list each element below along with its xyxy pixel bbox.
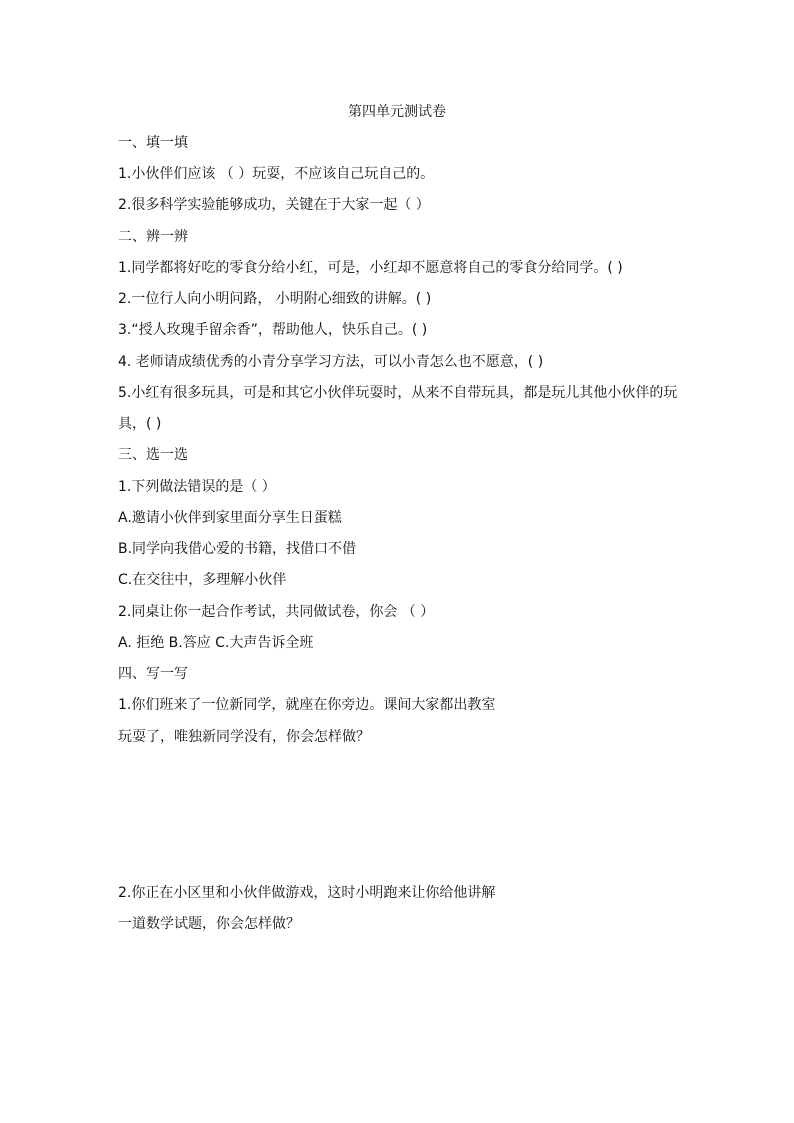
question-text: 1.下列做法错误的是（ ） xyxy=(118,479,276,495)
option-text: C.在交往中，多理解小伙伴 xyxy=(118,572,287,588)
question-text: 玩耍了，唯独新同学没有，你会怎样做？ xyxy=(118,729,370,745)
question-text: 4. 老师请成绩优秀的小青分享学习方法，可以小青怎么也不愿意，( ) xyxy=(118,354,544,370)
option-text: A.邀请小伙伴到家里面分享生日蛋糕 xyxy=(118,510,342,526)
page-title: 第四单元测试卷 xyxy=(348,104,446,120)
question-text: 1.小伙伴们应该 （ ）玩耍，不应该自己玩自己的。 xyxy=(118,166,435,182)
question-text: 2.很多科学实验能够成功，关键在于大家一起（ ） xyxy=(118,197,430,213)
question-text: 2.你正在小区里和小伙伴做游戏，这时小明跑来让你给他讲解 xyxy=(118,885,496,901)
question-text: 1.同学都将好吃的零食分给小红，可是，小红却不愿意将自己的零食分给同学。( ) xyxy=(118,260,623,276)
section-heading-write: 四、写一写 xyxy=(118,666,188,682)
option-text: A. 拒绝 B.答应 C.大声告诉全班 xyxy=(118,635,314,651)
section-heading-fill: 一、填一填 xyxy=(118,135,188,151)
question-text: 5.小红有很多玩具，可是和其它小伙伴玩耍时，从来不自带玩具，都是玩儿其他小伙伴的玩 xyxy=(118,385,678,401)
question-text: 1.你们班来了一位新同学，就座在你旁边。课间大家都出教室 xyxy=(118,697,496,713)
section-heading-choose: 三、选一选 xyxy=(118,447,188,463)
question-text: 2.同桌让你一起合作考试，共同做试卷，你会 （ ） xyxy=(118,604,435,620)
option-text: B.同学向我借心爱的书籍，找借口不借 xyxy=(118,541,357,557)
question-text: 2.一位行人向小明问路， 小明附心细致的讲解。( ) xyxy=(118,291,432,307)
question-text: 3.“授人玫瑰手留余香”，帮助他人，快乐自己。( ) xyxy=(118,322,428,338)
question-text: 具，( ) xyxy=(118,416,162,432)
section-heading-judge: 二、辨一辨 xyxy=(118,229,188,245)
question-text: 一道数学试题，你会怎样做？ xyxy=(118,916,300,932)
